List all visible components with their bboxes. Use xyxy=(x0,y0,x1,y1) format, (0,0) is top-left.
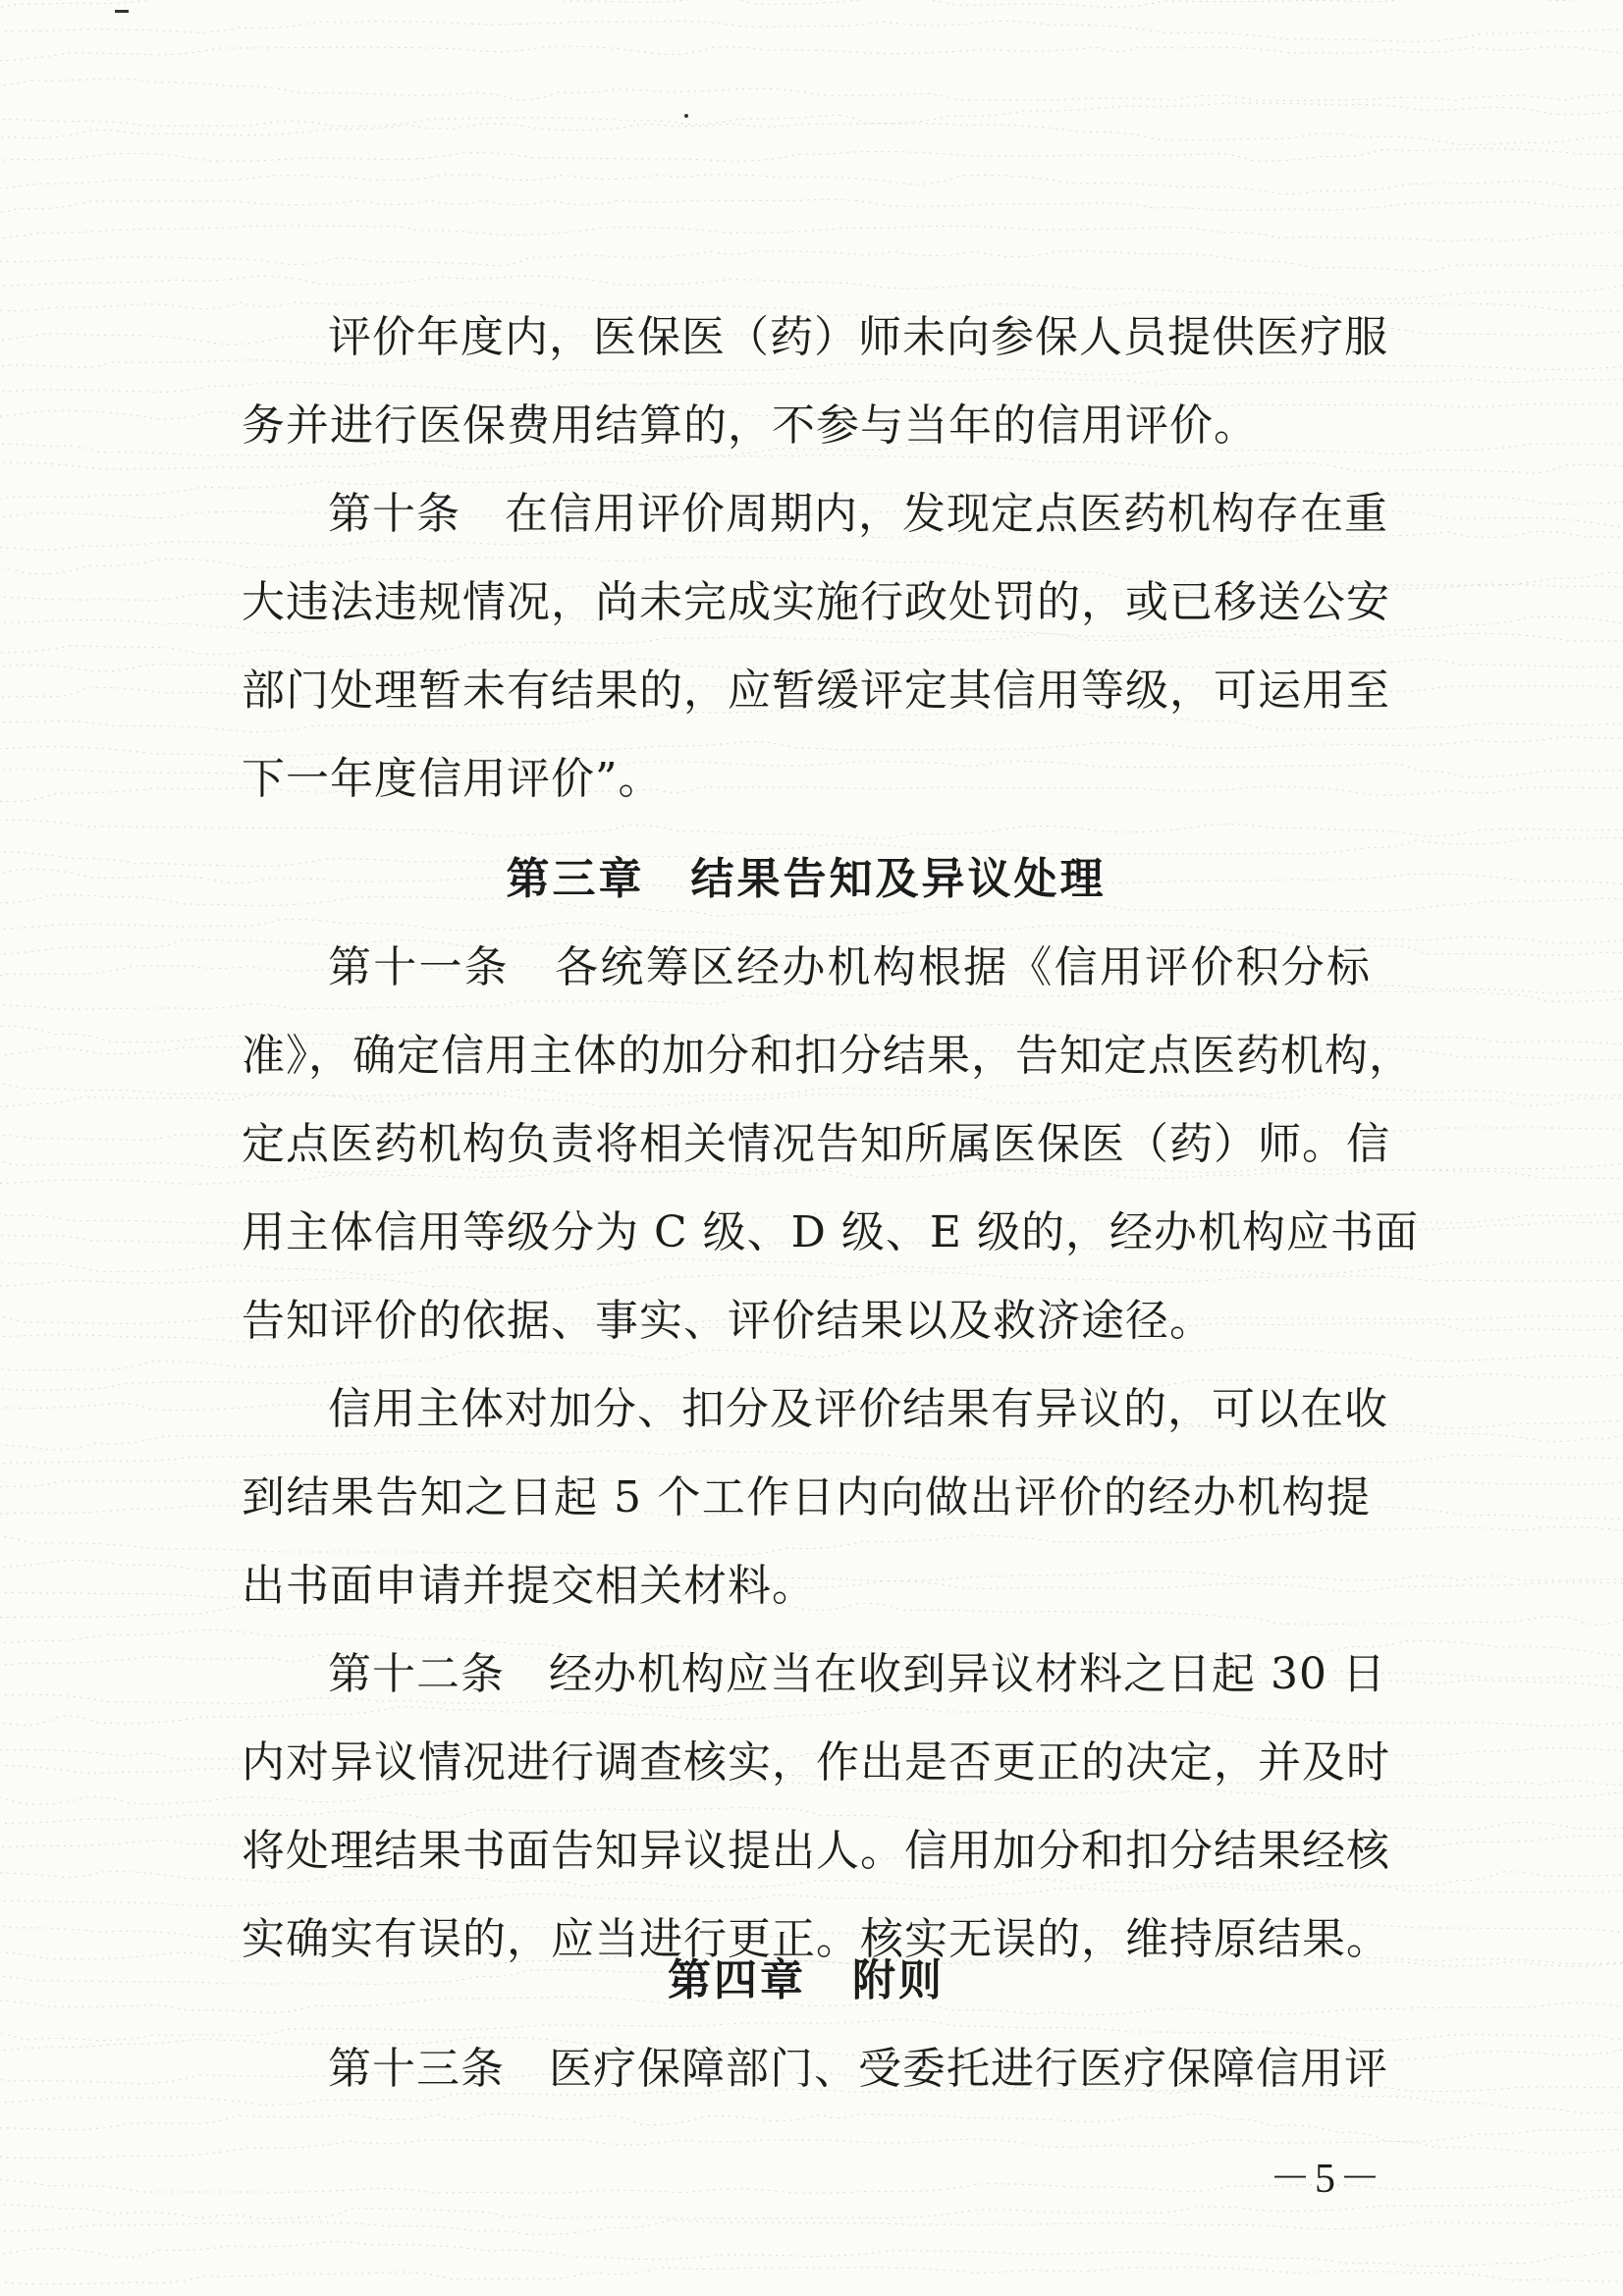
paragraph-line: 到结果告知之日起 5 个工作日内向做出评价的经办机构提 xyxy=(242,1472,1371,1522)
paragraph-line: 告知评价的依据、事实、评价结果以及救济途径。 xyxy=(242,1296,1214,1346)
paragraph-line: 用主体信用等级分为 C 级、D 级、E 级的，经办机构应书面 xyxy=(242,1207,1420,1257)
paragraph-line: 务并进行医保费用结算的，不参与当年的信用评价。 xyxy=(242,400,1258,451)
chapter-heading: 第四章 附则 xyxy=(668,1955,945,2005)
paragraph-line: 第十条 在信用评价周期内，发现定点医药机构存在重 xyxy=(328,489,1388,539)
paragraph-line: 将处理结果书面告知异议提出人。信用加分和扣分结果经核 xyxy=(242,1826,1390,1876)
chapter-heading: 第三章 结果告知及异议处理 xyxy=(506,854,1107,904)
paragraph-line: 信用主体对加分、扣分及评价结果有异议的，可以在收 xyxy=(328,1384,1388,1434)
paragraph-line: 第十一条 各统筹区经办机构根据《信用评价积分标 xyxy=(328,942,1371,992)
paragraph-line: 评价年度内，医保医（药）师未向参保人员提供医疗服 xyxy=(328,312,1388,362)
paragraph-line: 大违法违规情况，尚未完成实施行政处罚的，或已移送公安 xyxy=(242,577,1390,627)
paragraph-line: 实确实有误的，应当进行更正。核实无误的，维持原结果。 xyxy=(242,1914,1390,1964)
scan-mark xyxy=(115,10,129,13)
paragraph-line: 定点医药机构负责将相关情况告知所属医保医（药）师。信 xyxy=(242,1119,1390,1169)
paragraph-line: 第十二条 经办机构应当在收到异议材料之日起 30 日 xyxy=(328,1649,1386,1699)
scan-mark xyxy=(684,114,688,118)
paragraph-line: 部门处理暂未有结果的，应暂缓评定其信用等级，可运用至 xyxy=(242,666,1390,716)
paragraph-line: 准》，确定信用主体的加分和扣分结果，告知定点医药机构， xyxy=(242,1031,1413,1081)
paragraph-line: 内对异议情况进行调查核实，作出是否更正的决定，并及时 xyxy=(242,1737,1390,1788)
paragraph-line: 下一年度信用评价”。 xyxy=(242,754,663,804)
paragraph-line: 出书面申请并提交相关材料。 xyxy=(242,1561,816,1611)
paragraph-line: 第十三条 医疗保障部门、受委托进行医疗保障信用评 xyxy=(328,2044,1388,2094)
page-number: －5－ xyxy=(1269,2157,1384,2202)
